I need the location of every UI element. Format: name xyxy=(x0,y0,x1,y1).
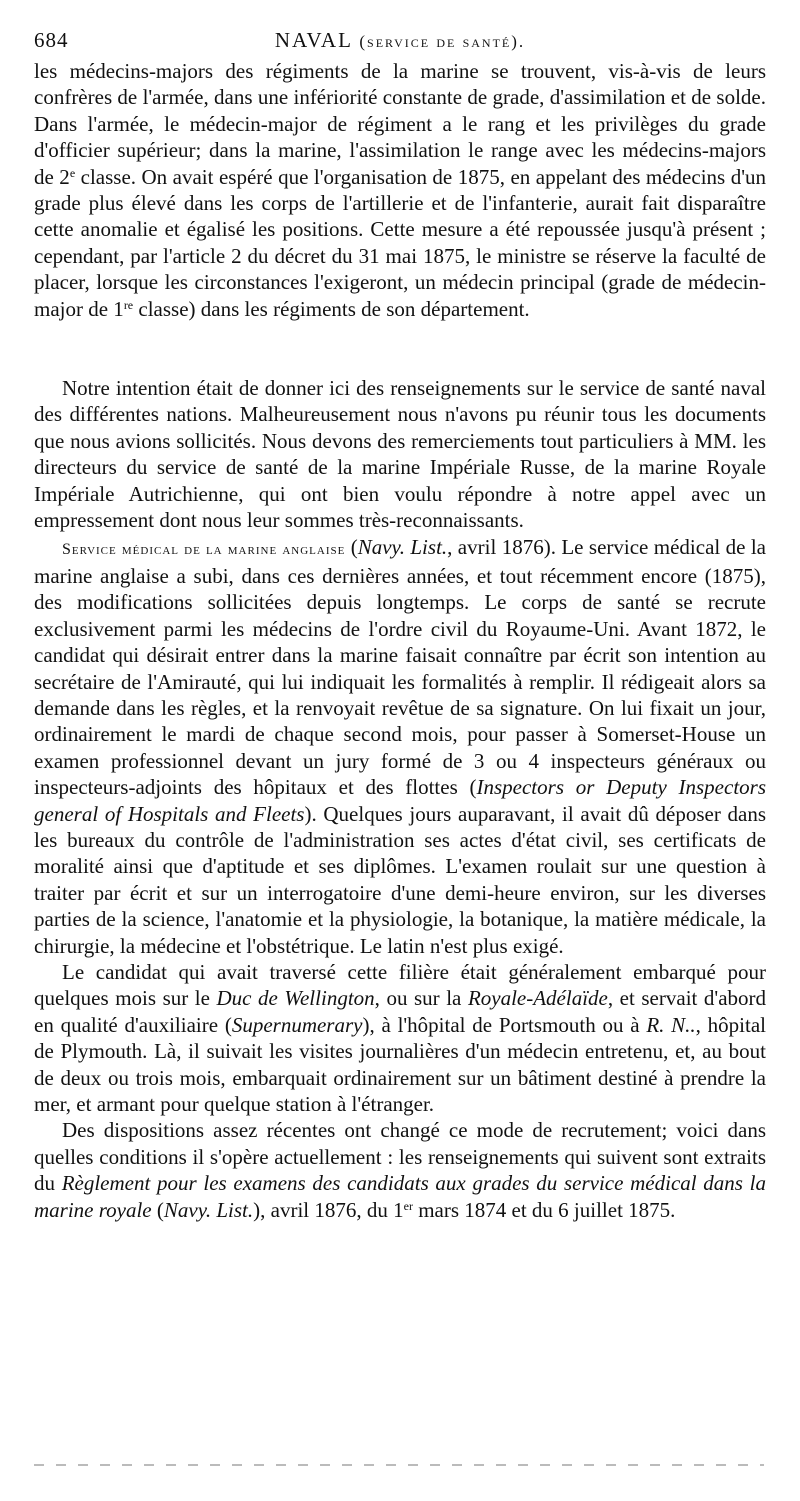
paragraph-5-text: mars 1874 et du 6 juillet 1875. xyxy=(412,1197,676,1222)
paragraph-1-text-a: les médecins-majors des régiments de la marine se trouvent, vis-à-vis de leurs confrères de l'armée, dans une infériorité constante de grade, d'assimilation et de solde. Dans l'armée, le médecin-major de régiment a le rang et les privilèges du grade d'officier supérieur; dans la marine, l'assimilation le range avec les médecins-majors de 2 xyxy=(34,59,766,189)
paragraph-3-text-rest: ). Quelques jours auparavant, il avait dû déposer dans les bureaux du contrôle de l'administration ses actes d'état civil, ses certificats de moralité ainsi que d'aptitude et ses diplômes. L'examen roulait sur une question à traiter par écrit et sur un interrogatoire d'une demi-heure environ, sur les diverses parties de la science, l'anatomie et la physiologie, la botanique, la matière médicale, la chirurgie, la médecine et l'obstétrique. Le latin n'est plus exigé. xyxy=(34,801,766,958)
paragraph-4 xyxy=(34,959,766,1117)
section-heading: Service médical de la marine anglaise xyxy=(62,540,346,558)
source-citation: Navy. List. xyxy=(357,534,448,559)
superscript: re xyxy=(123,297,134,312)
english-term: Supernumerary xyxy=(231,1012,363,1037)
running-title xyxy=(34,28,766,53)
running-title-sub: (service de santé). xyxy=(359,32,526,51)
paragraph-3-text: , avril 1876). Le service médical de la marine anglaise a subi, dans ces dernières années, et tout récemment encore (1875), des modifications sollicitées depuis longtemps. Le corps de santé se recrute exclusivement parmi les médecins de l'ordre civil du Royaume-Uni. Avant 1872, le candidat qui désirait entrer dans la marine faisait connaître par écrit son intention au secrétaire de l'Amirauté, qui lui indiquait les formalités à remplir. Il rédigeait alors sa demande dans les règles, et la renvoyait revêtue de sa signature. On lui fixait un jour, ordinairement le mardi de chaque second mois, pour passer à Somerset-House un examen professionnel devant un jury formé de 3 ou 4 inspecteurs généraux ou inspecteurs-adjoints des hôpitaux et des flottes ( xyxy=(34,534,767,800)
paragraph-2: Notre intention était de donner ici des renseignements sur le service de santé naval des différentes nations. Malheureusement nous n'avons pu réunir tous les documents que nous avions sollicités. Nous devons des remerciements tout particuliers à MM. les directeurs du service de santé de la marine Impériale Russe, de la marine Royale Impériale Autrichienne, qui ont bien voulu répondre à notre appel avec un empressement dont nous leur sommes très-reconnaissants. xyxy=(34,376,766,533)
page-number: 684 xyxy=(34,28,69,52)
paren-open: ( xyxy=(345,534,358,559)
paragraph-4-text: , ou sur la xyxy=(374,986,468,1011)
paragraph-1 xyxy=(34,58,766,322)
ship-name: Duc de Wellington xyxy=(216,986,375,1011)
english-term: Inspectors or Deputy Inspectors general of Hospitals and Fleets xyxy=(34,775,766,826)
ship-name: Royale-Adélaïde xyxy=(467,986,608,1011)
paragraph-5-text: ( xyxy=(151,1197,164,1222)
paragraph-4-text: , et servait d'abord en qualité d'auxiliaire ( xyxy=(34,986,767,1037)
source-citation: Navy. List. xyxy=(163,1197,254,1222)
superscript: er xyxy=(403,1198,413,1213)
paragraph-5 xyxy=(34,1117,766,1223)
paragraph-4-text: ), à l'hôpital de Portsmouth ou à xyxy=(362,1012,647,1037)
paragraph-1-text-c: classe) dans les régiments de son département. xyxy=(133,296,530,321)
paragraph-1-text-b: classe. On avait espéré que l'organisation de 1875, en appelant des médecins d'un grade plus élevé dans les corps de l'artillerie et de l'infanterie, aurait fait disparaître cette anomalie et égalisé les positions. Cette mesure a été repoussée jusqu'à présent ; cependant, par l'article 2 du décret du 31 mai 1875, le ministre se réserve la faculté de placer, lorsque les circonstances l'exigeront, un médecin principal (grade de médecin-major de 1 xyxy=(34,164,766,321)
running-header xyxy=(34,28,766,58)
paragraph-3 xyxy=(34,534,766,960)
abbreviation: R. N.. xyxy=(646,1012,696,1037)
running-title-main: NAVAL xyxy=(274,28,353,52)
paragraph-4-text: , hôpital de Plymouth. Là, il suivait les visites journalières d'un médecin entretenu, et, au bout de deux ou trois mois, embarquait ordinairement sur un bâtiment destiné à prendre la mer, et armant pour quelque station à l'étranger. xyxy=(34,1012,767,1117)
superscript: e xyxy=(69,165,76,180)
paragraph-4-text: Le candidat qui avait traversé cette filière était généralement embarqué pour quelques mois sur le xyxy=(34,960,766,1011)
page xyxy=(34,28,766,1223)
paragraph-5-text: Des dispositions assez récentes ont changé ce mode de recrutement; voici dans quelles conditions il s'opère actuellement : les renseignements qui suivent sont extraits du xyxy=(34,1118,766,1196)
regulation-title: Règlement pour les examens des candidats aux grades du service médical dans la marine royale xyxy=(34,1171,767,1222)
footer-rule xyxy=(34,1464,764,1466)
section-gap xyxy=(34,322,766,375)
paragraph-5-text: ), avril 1876, du 1 xyxy=(253,1197,404,1222)
